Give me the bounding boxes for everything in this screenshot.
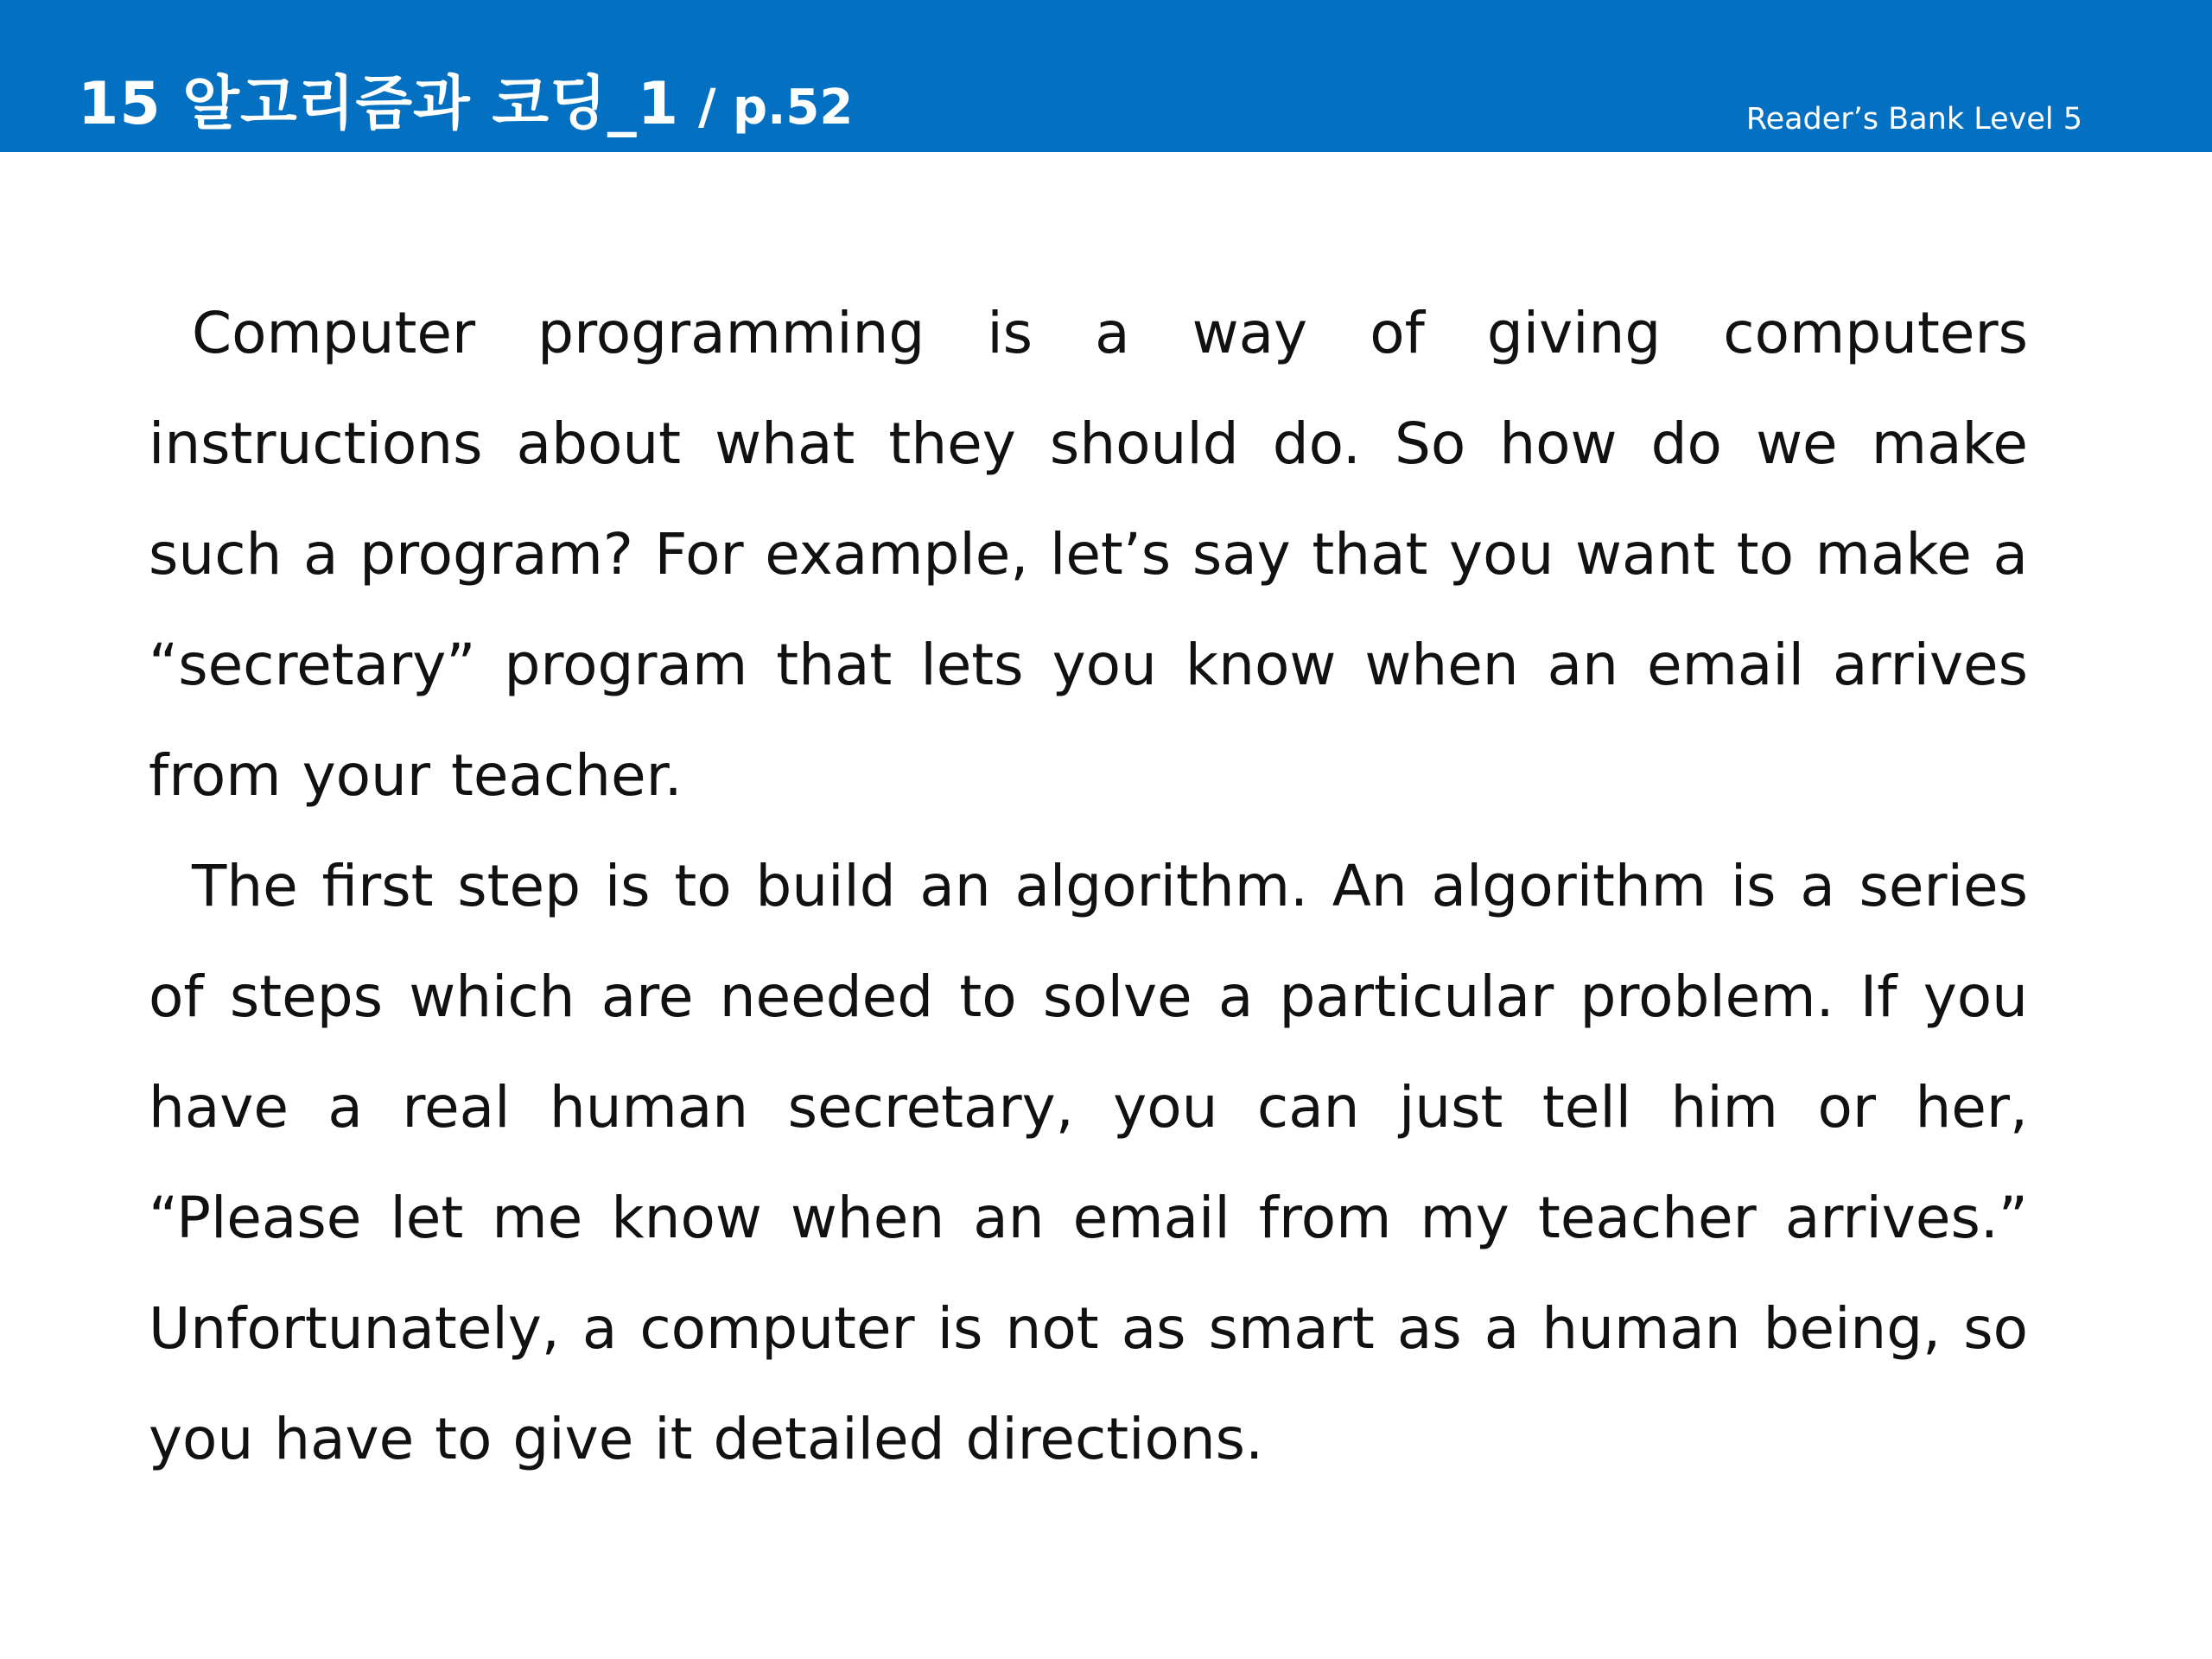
series-label: Reader’s Bank Level 5	[1745, 102, 2082, 137]
lesson-title: 15 알고리즘과 코딩_1	[78, 70, 680, 138]
paragraph-2: The first step is to build an algorithm. An algorithm is a series of steps which are needed to solve a particular problem. If you have a real human secretary, you can just tell him or her, “Please let me know when an email from my teacher arrives.” Unfortunately, a computer is not as smart as a human being, so you have to give it detailed directions.	[149, 853, 2028, 1472]
header-bar	[0, 0, 2212, 152]
reading-passage	[149, 278, 2028, 1495]
page-title	[78, 57, 853, 141]
page-reference: / p.52	[698, 79, 854, 136]
paragraph-1: Computer programming is a way of giving computers instructions about what they should do. So how do we make such a program? For example, let’s say that you want to make a “secretary” program that lets you know when an email arrives from your teacher.	[149, 300, 2028, 809]
